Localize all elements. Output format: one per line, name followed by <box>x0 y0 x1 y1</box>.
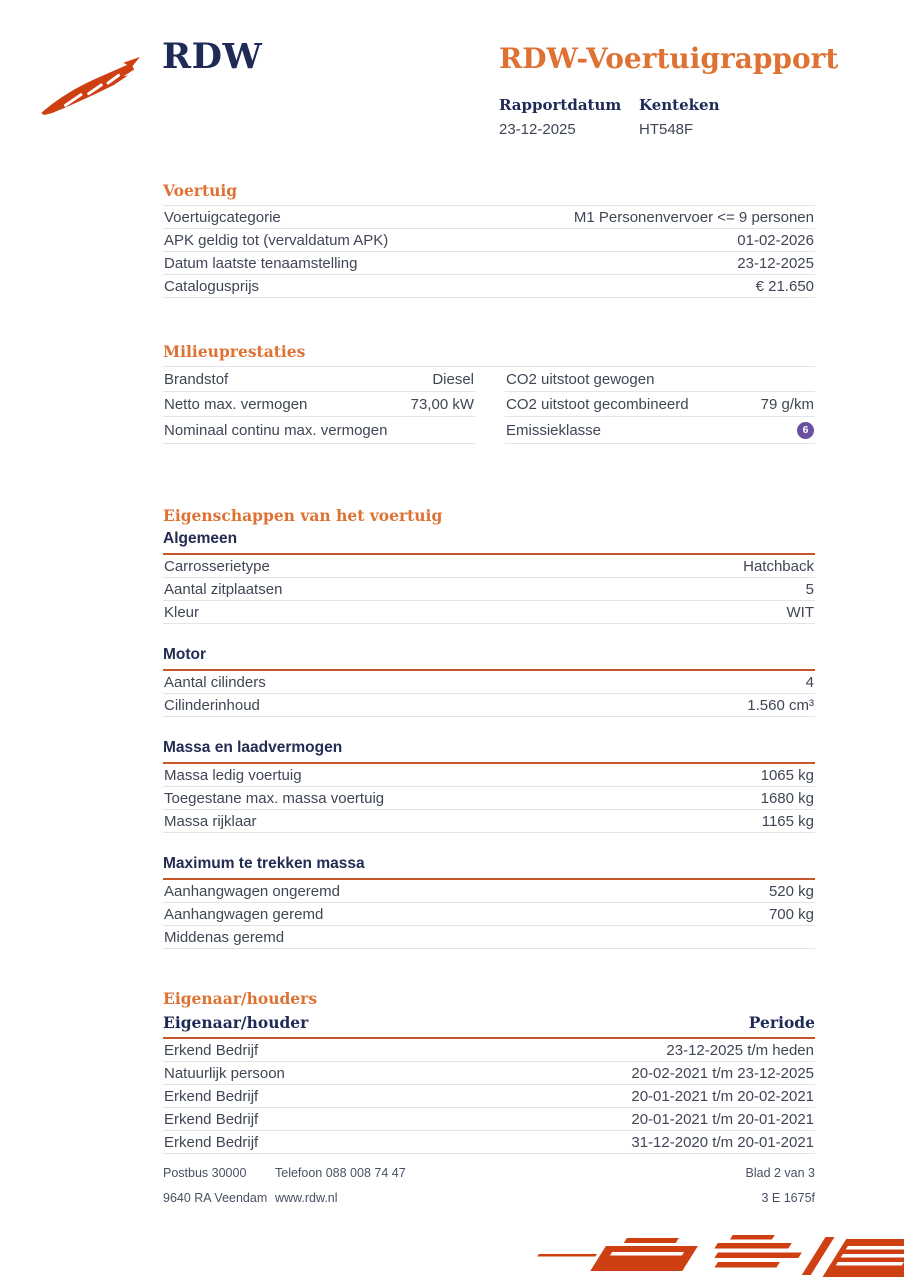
section-title-eigenaren: Eigenaar/houders <box>163 989 318 1008</box>
table-row <box>163 1039 815 1062</box>
table-row <box>163 694 815 717</box>
row-value: WIT <box>786 603 814 621</box>
rdw-wing-logo-icon <box>40 55 147 115</box>
table-row <box>163 367 475 392</box>
row-value: 1165 kg <box>761 812 814 830</box>
motor-table <box>163 671 815 717</box>
row-label: Toegestane max. massa voertuig <box>164 789 385 807</box>
row-label: Kleur <box>164 603 200 621</box>
table-row <box>163 903 815 926</box>
row-label: Aantal zitplaatsen <box>164 580 283 598</box>
row-value: 79 g/km <box>760 395 814 413</box>
table-row <box>505 367 815 392</box>
row-label: Middenas geremd <box>164 928 285 946</box>
row-label: Emissieklasse <box>506 421 602 439</box>
row-label: CO2 uitstoot gecombineerd <box>506 395 689 413</box>
speed-stripes-graphic-icon <box>512 1233 904 1280</box>
owner-period: 20-01-2021 t/m 20-01-2021 <box>631 1110 814 1128</box>
row-value: 1680 kg <box>760 789 814 807</box>
row-value: 01-02-2026 <box>737 231 814 249</box>
table-row <box>163 787 815 810</box>
owner-period: 23-12-2025 t/m heden <box>666 1041 814 1059</box>
table-row <box>163 1062 815 1085</box>
row-label: Cilinderinhoud <box>164 696 260 714</box>
table-row <box>163 601 815 624</box>
voertuig-table <box>163 205 815 298</box>
license-label: Kenteken <box>639 96 720 114</box>
row-value: 1.560 cm³ <box>747 696 814 714</box>
row-label: APK geldig tot (vervaldatum APK) <box>164 231 389 249</box>
subsection-title-algemeen: Algemeen <box>163 530 815 555</box>
row-value: M1 Personenvervoer <= 9 personen <box>573 208 814 226</box>
table-row <box>163 417 475 444</box>
footer-phone: Telefoon 088 008 74 47 <box>275 1166 406 1180</box>
table-row <box>505 417 815 444</box>
massa-table <box>163 764 815 833</box>
row-value: 1065 kg <box>760 766 814 784</box>
license-block <box>639 96 779 138</box>
row-value: Diesel <box>432 370 474 388</box>
subsection-title-massa: Massa en laadvermogen <box>163 739 815 764</box>
owner-name: Natuurlijk persoon <box>164 1064 285 1082</box>
table-row <box>163 810 815 833</box>
subsection-title-trekken: Maximum te trekken massa <box>163 855 815 880</box>
algemeen-table <box>163 555 815 624</box>
row-label: Aanhangwagen ongeremd <box>164 882 340 900</box>
row-value: 23-12-2025 <box>737 254 814 272</box>
row-label: Catalogusprijs <box>164 277 260 295</box>
table-row <box>163 1085 815 1108</box>
table-row <box>163 555 815 578</box>
owner-period: 31-12-2020 t/m 20-01-2021 <box>631 1133 814 1151</box>
table-row <box>163 392 475 417</box>
rdw-wordmark: RDW <box>162 36 263 77</box>
footer-website: www.rdw.nl <box>275 1191 338 1205</box>
owner-name: Erkend Bedrijf <box>164 1110 259 1128</box>
section-title-eigenschappen: Eigenschappen van het voertuig <box>163 506 443 525</box>
table-row <box>163 926 815 949</box>
row-label: Voertuigcategorie <box>164 208 281 226</box>
footer-postbus: Postbus 30000 <box>163 1166 247 1180</box>
report-meta <box>499 96 779 138</box>
table-row <box>163 578 815 601</box>
row-value: Hatchback <box>743 557 814 575</box>
row-label: Massa rijklaar <box>164 812 257 830</box>
section-title-milieuprestaties: Milieuprestaties <box>163 342 306 361</box>
row-value: 4 <box>805 673 814 691</box>
owner-period: 20-02-2021 t/m 23-12-2025 <box>631 1064 814 1082</box>
milieu-table <box>163 366 815 444</box>
row-label: Massa ledig voertuig <box>164 766 302 784</box>
owner-name: Erkend Bedrijf <box>164 1133 259 1151</box>
table-row <box>163 671 815 694</box>
owner-name: Erkend Bedrijf <box>164 1087 259 1105</box>
table-row <box>163 206 815 229</box>
owners-col-period: Periode <box>748 1013 815 1032</box>
owner-name: Erkend Bedrijf <box>164 1041 259 1059</box>
row-value: 5 <box>805 580 814 598</box>
table-row <box>163 1108 815 1131</box>
row-value: 520 kg <box>768 882 814 900</box>
row-label: Nominaal continu max. vermogen <box>164 421 388 439</box>
subsection-title-motor: Motor <box>163 646 815 671</box>
section-title-voertuig: Voertuig <box>163 181 238 200</box>
row-value: € 21.650 <box>755 277 814 295</box>
row-label: Netto max. vermogen <box>164 395 308 413</box>
license-value: HT548F <box>639 121 694 138</box>
report-date-block <box>499 96 639 138</box>
owners-header-row <box>163 1013 815 1039</box>
footer-page-number: Blad 2 van 3 <box>745 1166 815 1180</box>
row-label: Datum laatste tenaamstelling <box>164 254 358 272</box>
table-row <box>163 1131 815 1154</box>
owners-table <box>163 1039 815 1154</box>
page-footer <box>163 1166 815 1216</box>
table-row <box>163 252 815 275</box>
report-date-label: Rapportdatum <box>499 96 622 114</box>
table-row <box>505 392 815 417</box>
footer-city: 9640 RA Veendam <box>163 1191 268 1205</box>
owners-col-owner: Eigenaar/houder <box>163 1013 309 1032</box>
page-title: RDW-Voertuigrapport <box>499 42 839 75</box>
row-value: 73,00 kW <box>410 395 474 413</box>
row-label: Carrosserietype <box>164 557 270 575</box>
row-label: Aanhangwagen geremd <box>164 905 324 923</box>
emission-class-badge: 6 <box>797 422 814 439</box>
footer-doc-code: 3 E 1675f <box>761 1191 815 1205</box>
table-row <box>163 764 815 787</box>
row-label: Brandstof <box>164 370 229 388</box>
row-label: Aantal cilinders <box>164 673 266 691</box>
owner-period: 20-01-2021 t/m 20-02-2021 <box>631 1087 814 1105</box>
table-row <box>163 229 815 252</box>
table-row <box>163 275 815 298</box>
trekken-table <box>163 880 815 949</box>
report-date-value: 23-12-2025 <box>499 121 576 138</box>
row-label: CO2 uitstoot gewogen <box>506 370 655 388</box>
table-row <box>163 880 815 903</box>
row-value: 700 kg <box>768 905 814 923</box>
